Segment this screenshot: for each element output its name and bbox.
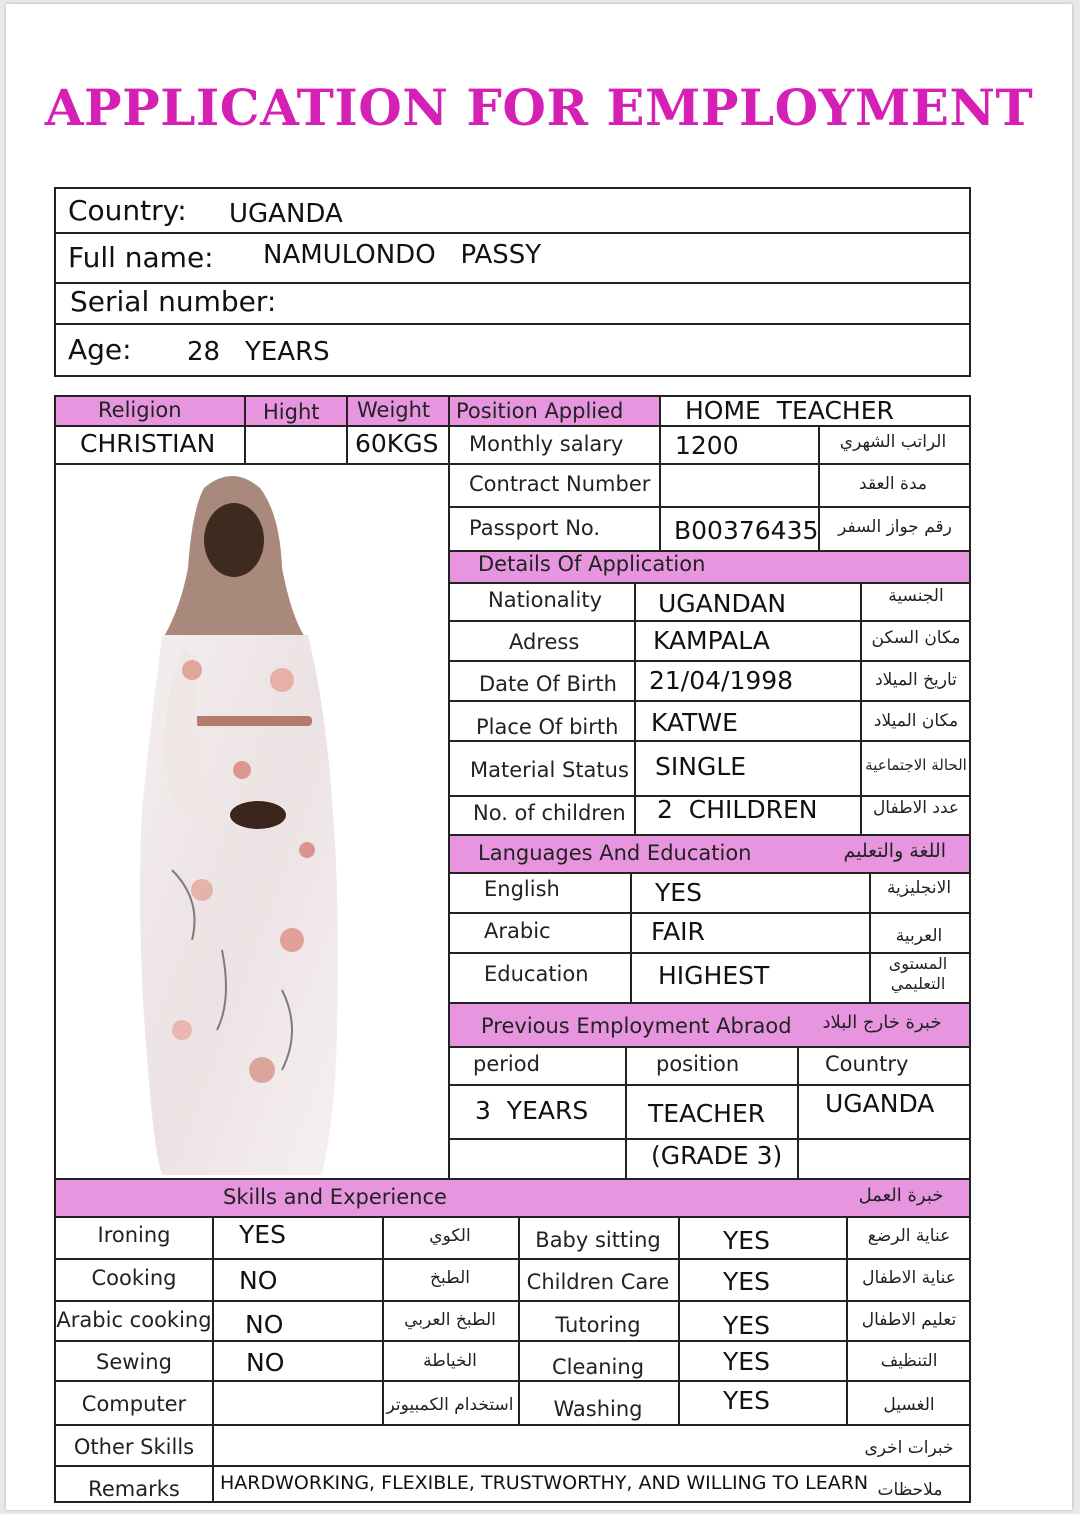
address-label: Adress: [509, 630, 580, 654]
dob-value: 21/04/1998: [649, 666, 794, 695]
arabic-label: Arabic: [484, 919, 551, 943]
ironing-arabic: الكوي: [429, 1226, 471, 1246]
country-column-header: Country: [825, 1052, 909, 1076]
sewing-label: Sewing: [96, 1350, 172, 1374]
country-label: Country:: [68, 194, 187, 227]
salary-arabic: الراتب الشهري: [839, 432, 947, 452]
cooking-label: Cooking: [91, 1266, 177, 1290]
applicant-photo: [132, 470, 342, 1178]
education-label: Education: [484, 962, 589, 986]
weight-value: 60KGS: [355, 429, 439, 458]
pob-label: Place Of birth: [476, 715, 619, 739]
employment-heading-arabic: خبرة خارج البلاد: [822, 1012, 942, 1033]
skills-heading-arabic: خبرة العمل: [858, 1185, 944, 1206]
country-value: UGANDA: [229, 199, 343, 229]
pob-value: KATWE: [651, 708, 738, 737]
english-value: YES: [655, 878, 702, 907]
cleaning-label: Cleaning: [551, 1355, 645, 1379]
remarks-value: HARDWORKING, FLEXIBLE, TRUSTWORTHY, AND WILLING TO LEARN: [220, 1472, 869, 1494]
religion-label: Religion: [98, 398, 182, 422]
employment-heading: Previous Employment Abraod: [481, 1014, 792, 1038]
washing-arabic: الغسيل: [883, 1395, 935, 1415]
education-arabic: المستوى التعليمي: [888, 954, 948, 993]
children-label: No. of children: [473, 801, 626, 825]
children-arabic: عدد الاطفال: [872, 798, 960, 818]
remarks-label: Remarks: [88, 1477, 180, 1501]
languages-heading-arabic: اللغة والتعليم: [843, 840, 946, 862]
washing-value: YES: [723, 1386, 770, 1415]
languages-heading: Languages And Education: [478, 841, 752, 865]
address-value: KAMPALA: [653, 626, 770, 655]
arabic-arabic: العربية: [895, 926, 943, 946]
baby-sitting-label: Baby sitting: [535, 1228, 661, 1252]
cleaning-arabic: التنظيف: [880, 1351, 938, 1371]
cooking-arabic: الطبخ: [430, 1268, 470, 1288]
age-unit: YEARS: [245, 337, 330, 367]
cleaning-value: YES: [723, 1347, 770, 1376]
passport-arabic: رقم جواز السفر: [838, 517, 952, 537]
weight-label: Weight: [357, 398, 431, 422]
employment-position-note: (GRADE 3): [651, 1141, 783, 1170]
children-care-arabic: عناية الاطفال: [862, 1268, 956, 1288]
position-column-header: position: [656, 1052, 740, 1076]
children-value: 2 CHILDREN: [657, 795, 818, 824]
marital-status-label: Material Status: [470, 758, 629, 782]
english-label: English: [484, 877, 560, 901]
pob-arabic: مكان الميلاد: [873, 711, 959, 731]
nationality-arabic: الجنسية: [888, 586, 944, 606]
employment-country: UGANDA: [825, 1089, 935, 1118]
education-value: HIGHEST: [658, 961, 770, 990]
age-value: 28: [187, 337, 221, 367]
nationality-label: Nationality: [488, 588, 603, 612]
ironing-label: Ironing: [97, 1223, 171, 1247]
tutoring-value: YES: [723, 1311, 770, 1340]
serial-label: Serial number:: [70, 285, 277, 318]
height-label: Hight: [263, 400, 320, 424]
arabic-cooking-value: NO: [245, 1310, 284, 1339]
arabic-value: FAIR: [651, 917, 705, 946]
baby-sitting-value: YES: [723, 1226, 770, 1255]
age-label: Age:: [68, 333, 132, 366]
arabic-cooking-label: Arabic cooking: [56, 1308, 212, 1332]
tutoring-arabic: تعليم الاطفال: [861, 1310, 957, 1330]
position-label: Position Applied: [456, 399, 624, 423]
arabic-cooking-arabic: الطبخ العربي: [404, 1310, 496, 1330]
passport-label: Passport No.: [469, 516, 601, 540]
other-skills-label: Other Skills: [73, 1435, 195, 1459]
contract-arabic: مدة العقد: [859, 474, 927, 494]
english-arabic: الانجليزية: [886, 878, 952, 898]
other-skills-arabic: خبرات اخرى: [864, 1438, 954, 1458]
skills-heading: Skills and Experience: [223, 1185, 447, 1209]
cooking-value: NO: [239, 1266, 278, 1295]
washing-label: Washing: [553, 1397, 643, 1421]
fullname-label: Full name:: [68, 241, 214, 274]
passport-value: B00376435: [674, 516, 819, 545]
page-title: APPLICATION FOR EMPLOYMENT: [44, 78, 1034, 137]
dob-label: Date Of Birth: [479, 672, 617, 696]
address-arabic: مكان السكن: [871, 628, 961, 648]
period-column-header: period: [473, 1052, 540, 1076]
computer-label: Computer: [81, 1392, 187, 1416]
religion-value: CHRISTIAN: [80, 429, 216, 458]
sewing-arabic: الخياطة: [423, 1351, 477, 1371]
tutoring-label: Tutoring: [555, 1313, 641, 1337]
marital-status-value: SINGLE: [655, 752, 747, 781]
position-value: HOME TEACHER: [685, 396, 894, 425]
marital-status-arabic: الحالة الاجتماعية: [865, 756, 967, 774]
salary-value: 1200: [675, 431, 739, 460]
remarks-arabic: ملاحظات: [877, 1480, 943, 1500]
details-heading: Details Of Application: [478, 552, 706, 576]
children-care-value: YES: [723, 1267, 770, 1296]
children-care-label: Children Care: [526, 1270, 670, 1294]
sewing-value: NO: [246, 1348, 285, 1377]
contract-label: Contract Number: [469, 472, 651, 496]
nationality-value: UGANDAN: [658, 589, 787, 618]
employment-position: TEACHER: [648, 1099, 766, 1128]
employment-period: 3 YEARS: [475, 1096, 589, 1125]
dob-arabic: تاريخ الميلاد: [875, 670, 957, 690]
salary-label: Monthly salary: [469, 432, 624, 456]
baby-sitting-arabic: عناية الرضع: [867, 1226, 951, 1246]
ironing-value: YES: [239, 1220, 286, 1249]
computer-arabic: استخدام الكمبيوتر: [386, 1395, 514, 1415]
fullname-value: NAMULONDO PASSY: [263, 240, 542, 270]
